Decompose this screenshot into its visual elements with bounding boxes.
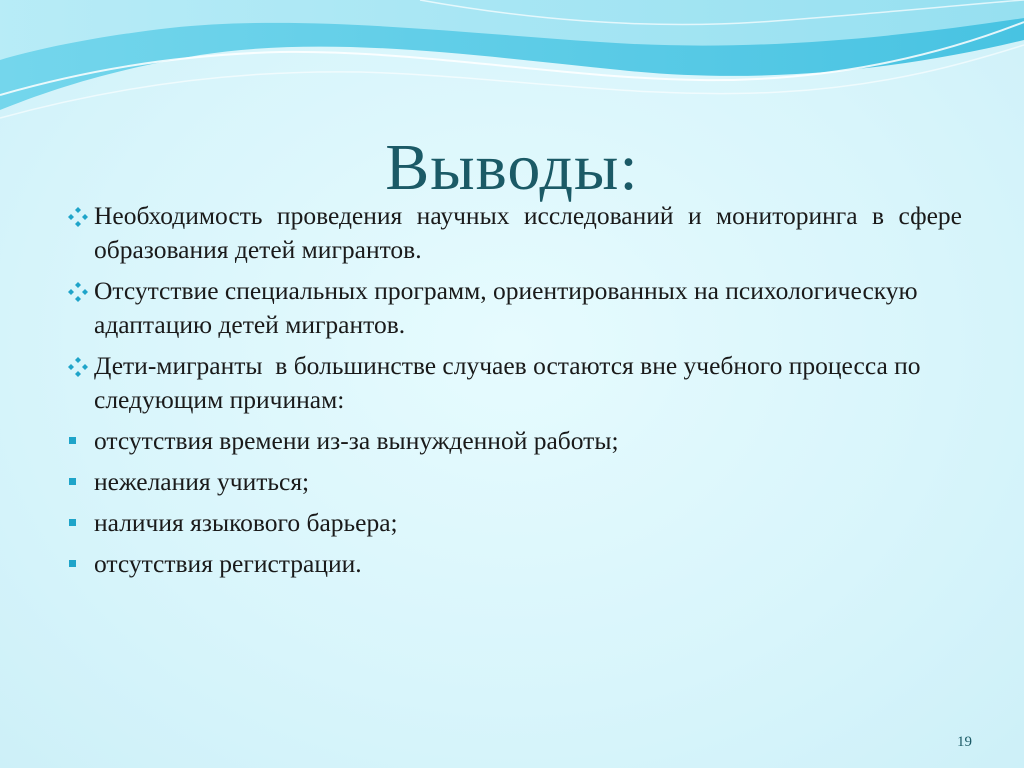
list-item <box>62 199 962 267</box>
square-bullet-icon <box>66 506 92 540</box>
wave-decoration <box>0 0 1024 130</box>
list-item-text: Необходимость проведения научных исследований и мониторинга в сфере образования детей мигрантов. <box>94 201 962 264</box>
list-item <box>62 349 962 417</box>
list-item-text: нежелания учиться; <box>94 467 310 496</box>
page-number: 19 <box>957 734 972 750</box>
list-item-text: наличия языкового барьера; <box>94 508 398 537</box>
square-bullet-icon <box>66 547 92 581</box>
list-item-text: Дети-мигранты в большинстве случаев остаются вне учебного процесса по следующим причинам: <box>94 351 927 414</box>
square-bullet-icon <box>66 465 92 499</box>
diamond-bullet-icon <box>66 349 92 383</box>
list-item <box>62 424 962 458</box>
square-bullet-icon <box>66 424 92 458</box>
list-item <box>62 274 962 342</box>
list-item <box>62 547 962 581</box>
list-item-text: отсутствия регистрации. <box>94 549 362 578</box>
list-item-text: Отсутствие специальных программ, ориентированных на психологическую адаптацию детей мигрантов. <box>94 276 918 339</box>
list-item-text: отсутствия времени из-за вынужденной работы; <box>94 426 619 455</box>
diamond-bullet-icon <box>66 274 92 308</box>
list-item <box>62 506 962 540</box>
list-item <box>62 465 962 499</box>
diamond-bullet-icon <box>66 199 92 233</box>
slide-title: Выводы: <box>385 131 639 204</box>
bullet-list <box>62 199 962 588</box>
